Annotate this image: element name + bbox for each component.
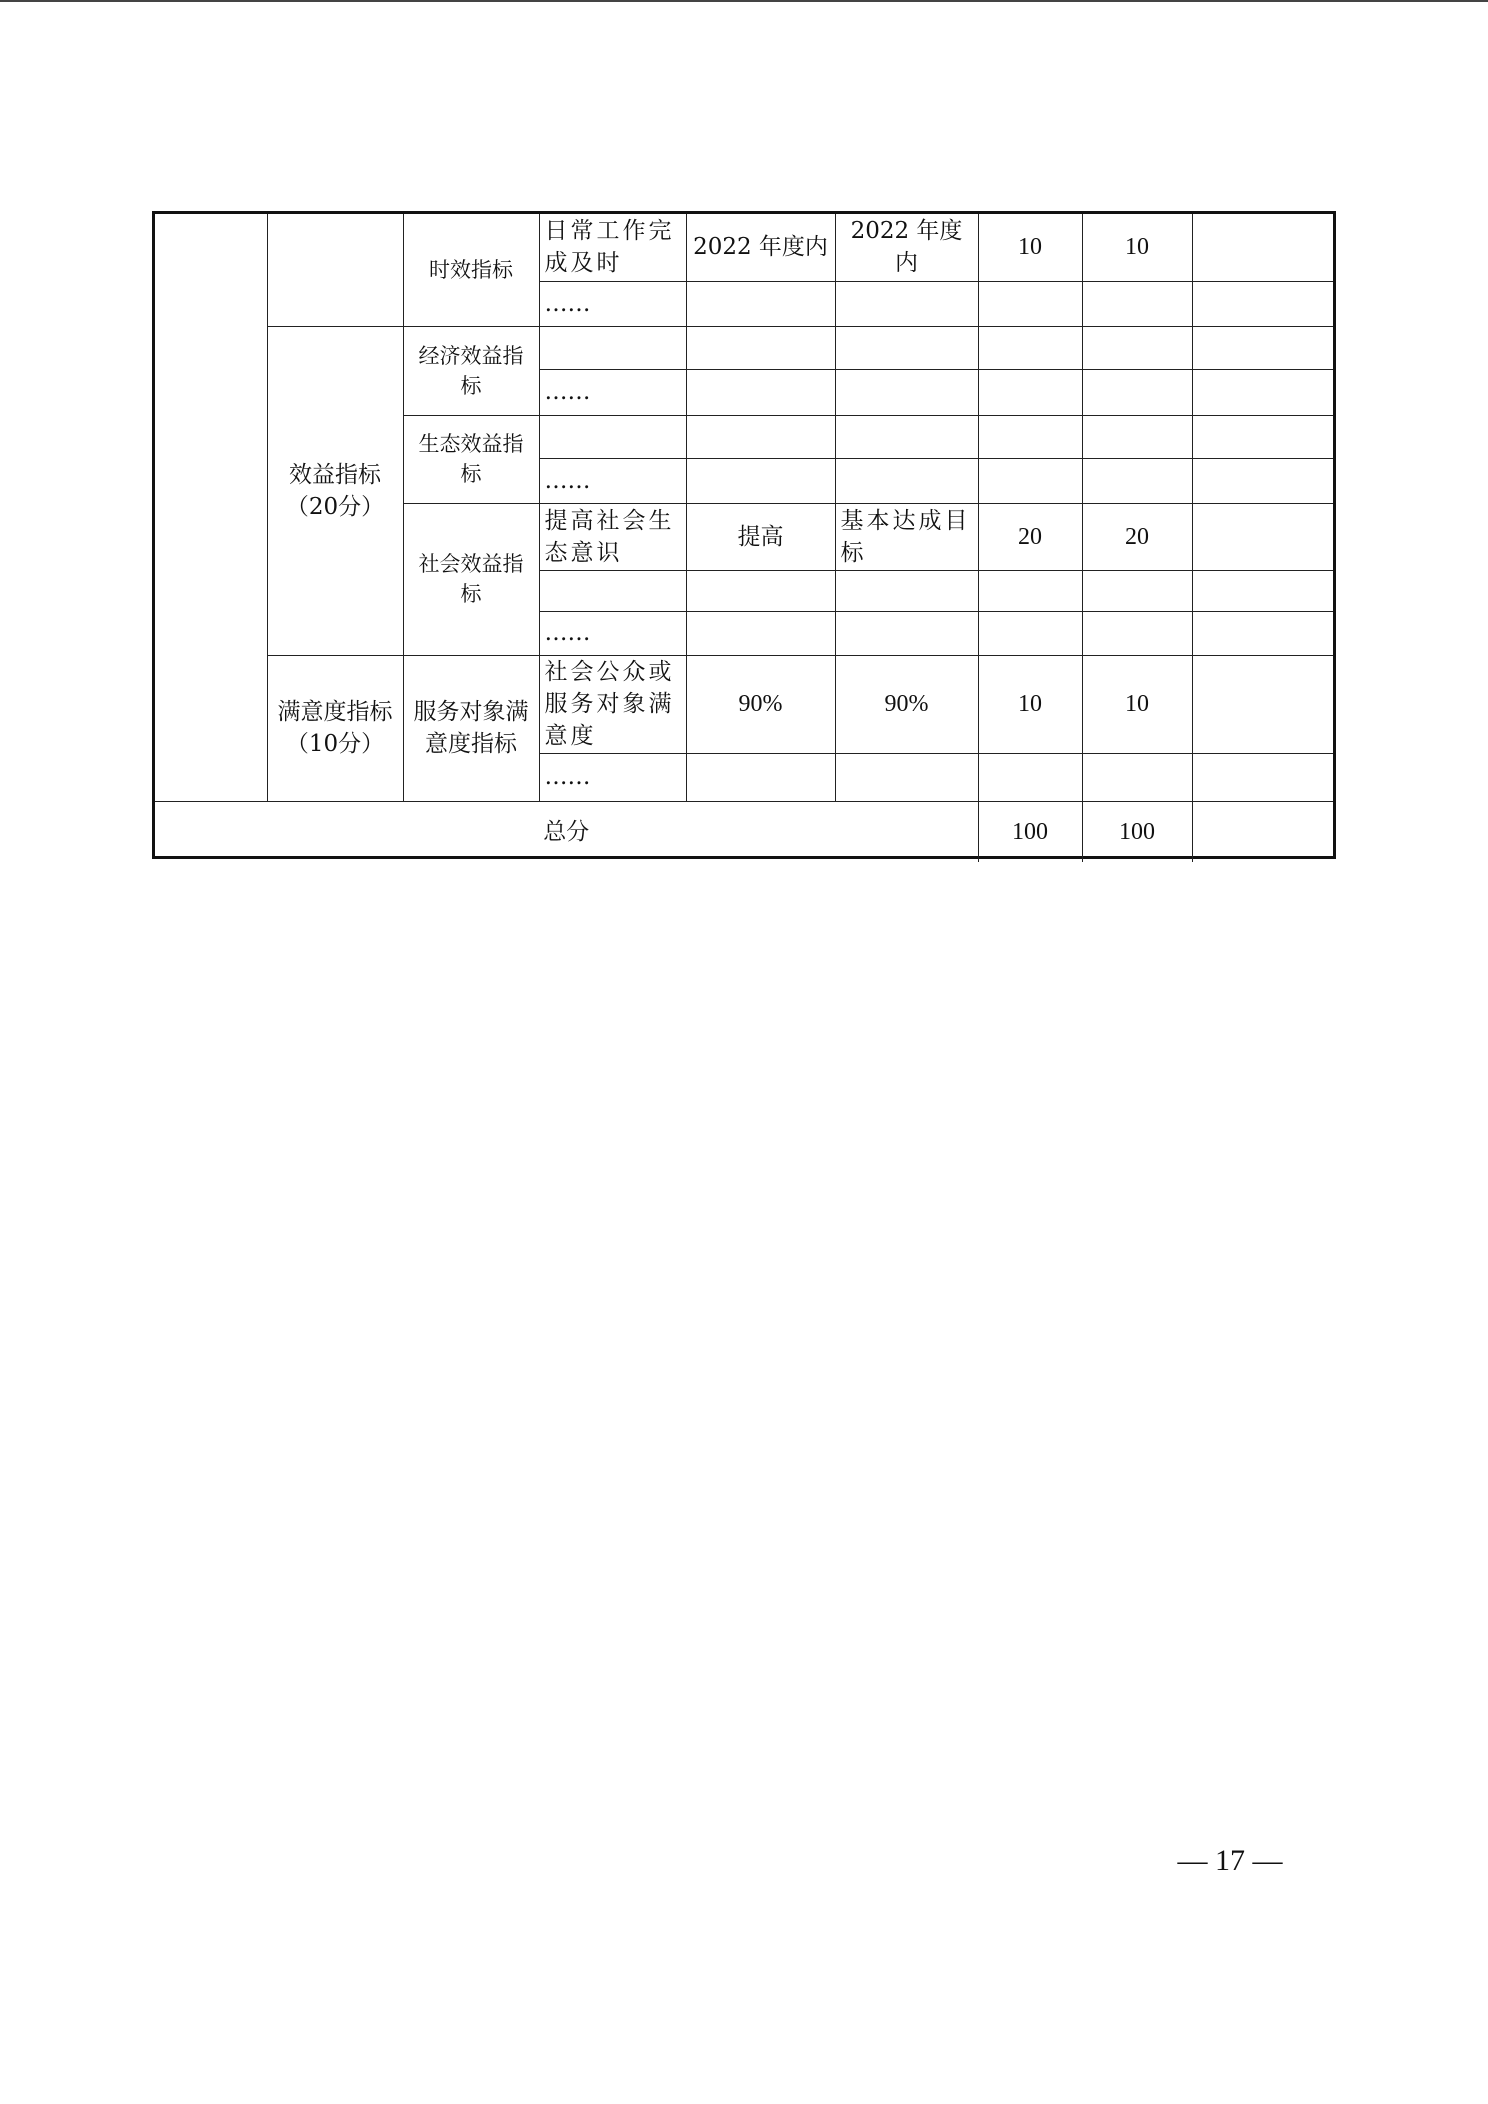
empty-cell [1192,281,1333,326]
empty-cell [1082,458,1192,503]
table-row [155,655,1333,753]
satisfaction-item-score: 10 [1082,655,1192,753]
empty-cell [1082,415,1192,458]
empty-cell [1082,753,1192,801]
performance-table-frame [152,211,1336,859]
timeliness-item-name: 日常工作完成及时 [539,214,686,281]
empty-cell [978,369,1082,415]
timeliness-item-score: 10 [1082,214,1192,281]
empty-cell [978,458,1082,503]
social-indicator-cell: 社会效益指标 [403,503,539,655]
empty-cell [835,570,978,611]
empty-cell [686,570,835,611]
benefit-category-points: （20分） [285,493,385,520]
empty-cell [1082,281,1192,326]
timeliness-item-target: 2022 年度内 [686,214,835,281]
empty-cell [1082,369,1192,415]
empty-cell [978,326,1082,369]
empty-cell [835,281,978,326]
empty-cell [835,326,978,369]
timeliness-item-actual: 2022 年度内 [835,214,978,281]
total-weight: 100 [978,801,1082,862]
page-number: — 17 — [1177,1844,1283,1877]
empty-cell [1192,369,1333,415]
empty-cell [978,570,1082,611]
empty-cell [835,753,978,801]
empty-cell [1082,326,1192,369]
empty-cell [835,458,978,503]
benefit-category-cell [267,326,403,655]
empty-cell [686,753,835,801]
timeliness-item-note [1192,214,1333,281]
empty-cell [539,326,686,369]
satisfaction-category-points: （10分） [285,731,385,757]
empty-cell [1192,458,1333,503]
empty-cell [686,281,835,326]
social-item3-name: …… [539,611,686,655]
satisfaction-category-cell [267,655,403,801]
empty-cell [835,369,978,415]
satisfaction-indicator-cell: 服务对象满意度指标 [403,655,539,801]
empty-cell [1192,503,1333,570]
empty-cell [835,611,978,655]
satisfaction-category-label: 满意度指标 [277,699,393,725]
total-label: 总分 [155,801,978,862]
economic-item2-name: …… [539,369,686,415]
empty-cell [539,570,686,611]
satisfaction-item-name: 社会公众或服务对象满意度 [539,655,686,753]
social-item-name: 提高社会生态意识 [539,503,686,570]
empty-cell [686,458,835,503]
empty-cell [1082,611,1192,655]
timeliness-item2-name: …… [539,281,686,326]
total-row [155,801,1333,862]
satisfaction-item-weight: 10 [978,655,1082,753]
total-score: 100 [1082,801,1192,862]
outer-category-cell [155,214,267,801]
social-item-actual: 基本达成目标 [835,503,978,570]
satisfaction-item-target: 90% [686,655,835,753]
ecological-item2-name: …… [539,458,686,503]
table-row [155,326,1333,369]
timeliness-indicator-cell: 时效指标 [403,214,539,326]
social-item-weight: 20 [978,503,1082,570]
empty-cell [1192,570,1333,611]
social-item-score: 20 [1082,503,1192,570]
empty-cell [835,415,978,458]
top-border-line [0,0,1488,2]
table-row [155,214,1333,281]
empty-cell [1192,655,1333,753]
empty-cell [978,753,1082,801]
benefit-category-label: 效益指标 [289,461,381,488]
social-item-target: 提高 [686,503,835,570]
satisfaction-item2-name: …… [539,753,686,801]
ecological-indicator-cell: 生态效益指标 [403,415,539,503]
satisfaction-item-actual: 90% [835,655,978,753]
empty-cell [1192,611,1333,655]
empty-cell [1192,326,1333,369]
empty-cell [686,415,835,458]
empty-cell [539,415,686,458]
empty-cell [1192,415,1333,458]
timeliness-item-weight: 10 [978,214,1082,281]
empty-cell [1192,753,1333,801]
empty-cell [978,611,1082,655]
output-category-cell [267,214,403,326]
empty-cell [978,415,1082,458]
empty-cell [686,326,835,369]
economic-indicator-cell: 经济效益指标 [403,326,539,415]
performance-score-table [155,214,1333,862]
empty-cell [686,369,835,415]
empty-cell [978,281,1082,326]
empty-cell [1192,801,1333,862]
empty-cell [686,611,835,655]
empty-cell [1082,570,1192,611]
